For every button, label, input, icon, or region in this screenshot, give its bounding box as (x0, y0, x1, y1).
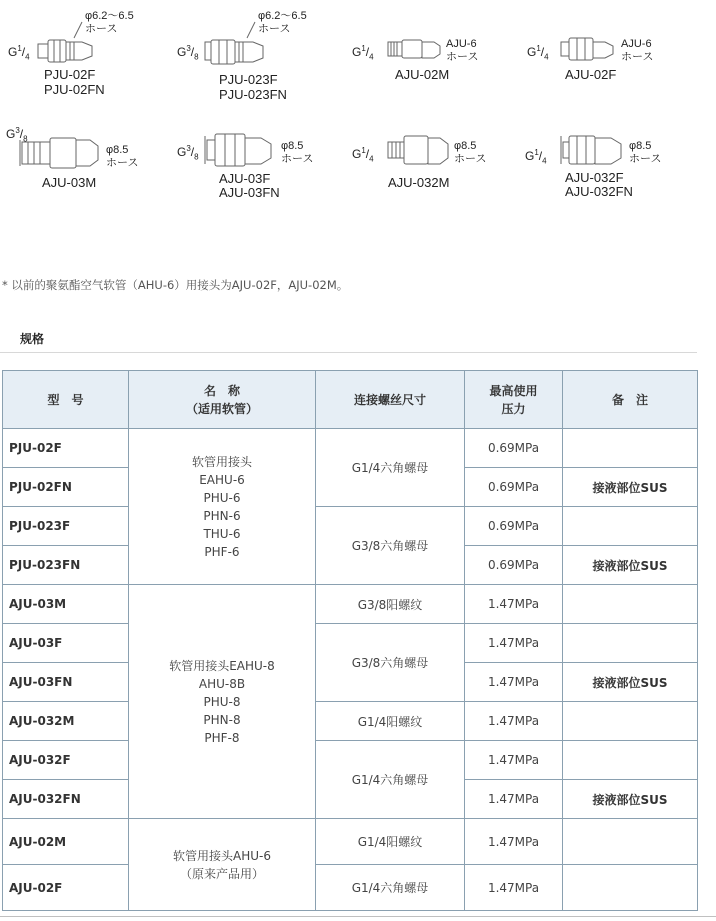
thread-label: $G^1/_4$ (8, 44, 30, 62)
drawing-pju-023f (175, 0, 350, 105)
model-cell: AJU-02M (3, 819, 129, 865)
pressure-cell: 0.69MPa (465, 546, 563, 585)
remarks-cell (563, 507, 698, 546)
hose-label: ホース (106, 157, 139, 169)
bottom-divider (0, 916, 716, 917)
hose-spec: φ8.5 (454, 140, 477, 152)
drawing-aju-02f (525, 0, 716, 100)
pressure-cell: 0.69MPa (465, 507, 563, 546)
name-line: PHN-6 (203, 508, 241, 523)
thread-cell: G1/4六角螺母 (316, 741, 465, 819)
model-label: AJU-03FN (219, 185, 280, 200)
model-label: PJU-02FN (44, 82, 105, 97)
model-label: PJU-023F (219, 72, 278, 87)
pressure-cell: 1.47MPa (465, 702, 563, 741)
table-row (3, 507, 698, 546)
pressure-cell: 0.69MPa (465, 468, 563, 507)
thread-cell: G3/8六角螺母 (316, 507, 465, 585)
model-label: AJU-02F (565, 67, 617, 82)
remarks-cell (563, 429, 698, 468)
pressure-cell: 1.47MPa (465, 819, 563, 865)
model-label: PJU-023FN (219, 87, 287, 102)
fitting-drawing (525, 0, 716, 100)
model-cell: AJU-03F (3, 624, 129, 663)
thread-cell: G3/8阳螺纹 (316, 585, 465, 624)
header-pressure-line2: 压力 (501, 401, 526, 416)
model-label: AJU-032F (565, 170, 624, 185)
thread-label: $G^1/_4$ (352, 146, 374, 164)
header-name-line2: （适用软管） (185, 401, 258, 416)
model-label: AJU-02M (395, 67, 450, 82)
header-pressure-line1: 最高使用 (489, 383, 538, 398)
hose-label: ホース (258, 23, 291, 35)
name-line: 软管用接头AHU-6 (173, 848, 271, 863)
model-cell: AJU-02F (3, 865, 129, 911)
drawing-aju-032f (525, 118, 716, 203)
remarks-cell (563, 819, 698, 865)
thread-label: $G^3/_8$ (6, 126, 28, 144)
pressure-cell: 1.47MPa (465, 741, 563, 780)
fitting-drawing (350, 0, 525, 100)
table-row (3, 624, 698, 663)
name-line: （原来产品用） (179, 866, 264, 881)
thread-label: $G^3/_8$ (177, 44, 199, 62)
hose-spec: φ8.5 (629, 140, 652, 152)
name-line: AHU-8B (198, 676, 246, 691)
name-line: PHU-8 (203, 694, 241, 709)
thread-label: $G^1/_4$ (525, 148, 547, 166)
footnote: * 以前的聚氨酯空气软管（AHU-6）用接头为AJU-02F，AJU-02M。 (2, 278, 349, 292)
header-name-line1: 名 称 (203, 383, 240, 398)
name-line: PHF-8 (204, 730, 240, 745)
thread-cell: G1/4阳螺纹 (316, 819, 465, 865)
drawing-aju-032m (350, 118, 525, 198)
table-row (3, 865, 698, 911)
hose-label: ホース (454, 153, 487, 165)
header-remarks: 备 注 (563, 371, 698, 429)
remarks-cell (563, 585, 698, 624)
header-name (129, 371, 316, 429)
thread-label: $G^1/_4$ (352, 44, 374, 62)
model-label: AJU-032FN (565, 184, 633, 199)
model-label: AJU-03F (219, 171, 271, 186)
table-row (3, 741, 698, 780)
header-model: 型 号 (3, 371, 129, 429)
model-cell: PJU-023F (3, 507, 129, 546)
table-header-row (3, 371, 698, 429)
model-label: AJU-03M (42, 175, 97, 190)
hose-spec: φ6.2～6.5 (85, 10, 134, 22)
hose-label: ホース (446, 51, 479, 63)
pressure-cell: 1.47MPa (465, 624, 563, 663)
remarks-cell: 接液部位SUS (563, 468, 698, 507)
pressure-cell: 0.69MPa (465, 429, 563, 468)
hose-label: ホース (281, 153, 314, 165)
thread-cell: G1/4六角螺母 (316, 865, 465, 911)
pressure-cell: 1.47MPa (465, 585, 563, 624)
drawing-aju-03m (0, 118, 175, 198)
header-thread: 连接螺丝尺寸 (316, 371, 465, 429)
remarks-cell: 接液部位SUS (563, 780, 698, 819)
name-cell (129, 819, 316, 911)
hose-label: ホース (621, 51, 654, 63)
model-cell: AJU-032FN (3, 780, 129, 819)
pressure-cell: 1.47MPa (465, 865, 563, 911)
drawing-pju-02f (0, 0, 175, 100)
name-cell (129, 585, 316, 819)
header-pressure (465, 371, 563, 429)
name-line: PHF-6 (204, 544, 240, 559)
pressure-cell: 1.47MPa (465, 780, 563, 819)
remarks-cell: 接液部位SUS (563, 546, 698, 585)
name-line: PHN-8 (203, 712, 241, 727)
table-row (3, 429, 698, 468)
drawing-aju-03f (175, 118, 350, 203)
remarks-cell: 接液部位SUS (563, 663, 698, 702)
model-cell: AJU-03M (3, 585, 129, 624)
model-cell: AJU-032M (3, 702, 129, 741)
drawing-aju-02m (350, 0, 525, 100)
name-line: EAHU-6 (199, 472, 245, 487)
table-row (3, 819, 698, 865)
name-line: PHU-6 (203, 490, 241, 505)
table-row (3, 585, 698, 624)
remarks-cell (563, 741, 698, 780)
section-divider (0, 352, 697, 353)
hose-spec: AJU-6 (621, 38, 652, 50)
thread-cell: G1/4六角螺母 (316, 429, 465, 507)
section-title: 规格 (20, 332, 45, 346)
hose-spec: φ8.5 (281, 140, 304, 152)
model-cell: PJU-02FN (3, 468, 129, 507)
remarks-cell (563, 702, 698, 741)
thread-label: $G^3/_8$ (177, 144, 199, 162)
name-line: 软管用接头EAHU-8 (169, 658, 275, 673)
name-line: 软管用接头 (191, 454, 252, 469)
hose-label: ホース (629, 153, 662, 165)
model-label: PJU-02F (44, 67, 96, 82)
hose-spec: φ8.5 (106, 144, 129, 156)
model-cell: PJU-023FN (3, 546, 129, 585)
model-cell: PJU-02F (3, 429, 129, 468)
pressure-cell: 1.47MPa (465, 663, 563, 702)
model-cell: AJU-03FN (3, 663, 129, 702)
remarks-cell (563, 624, 698, 663)
name-cell (129, 429, 316, 585)
remarks-cell (563, 865, 698, 911)
name-line: THU-6 (203, 526, 241, 541)
spec-table (2, 370, 698, 911)
thread-cell: G1/4阳螺纹 (316, 702, 465, 741)
model-label: AJU-032M (388, 175, 450, 190)
thread-label: $G^1/_4$ (527, 44, 549, 62)
hose-label: ホース (85, 23, 118, 35)
model-cell: AJU-032F (3, 741, 129, 780)
hose-spec: φ6.2～6.5 (258, 10, 307, 22)
table-row (3, 702, 698, 741)
hose-spec: AJU-6 (446, 38, 477, 50)
thread-cell: G3/8六角螺母 (316, 624, 465, 702)
